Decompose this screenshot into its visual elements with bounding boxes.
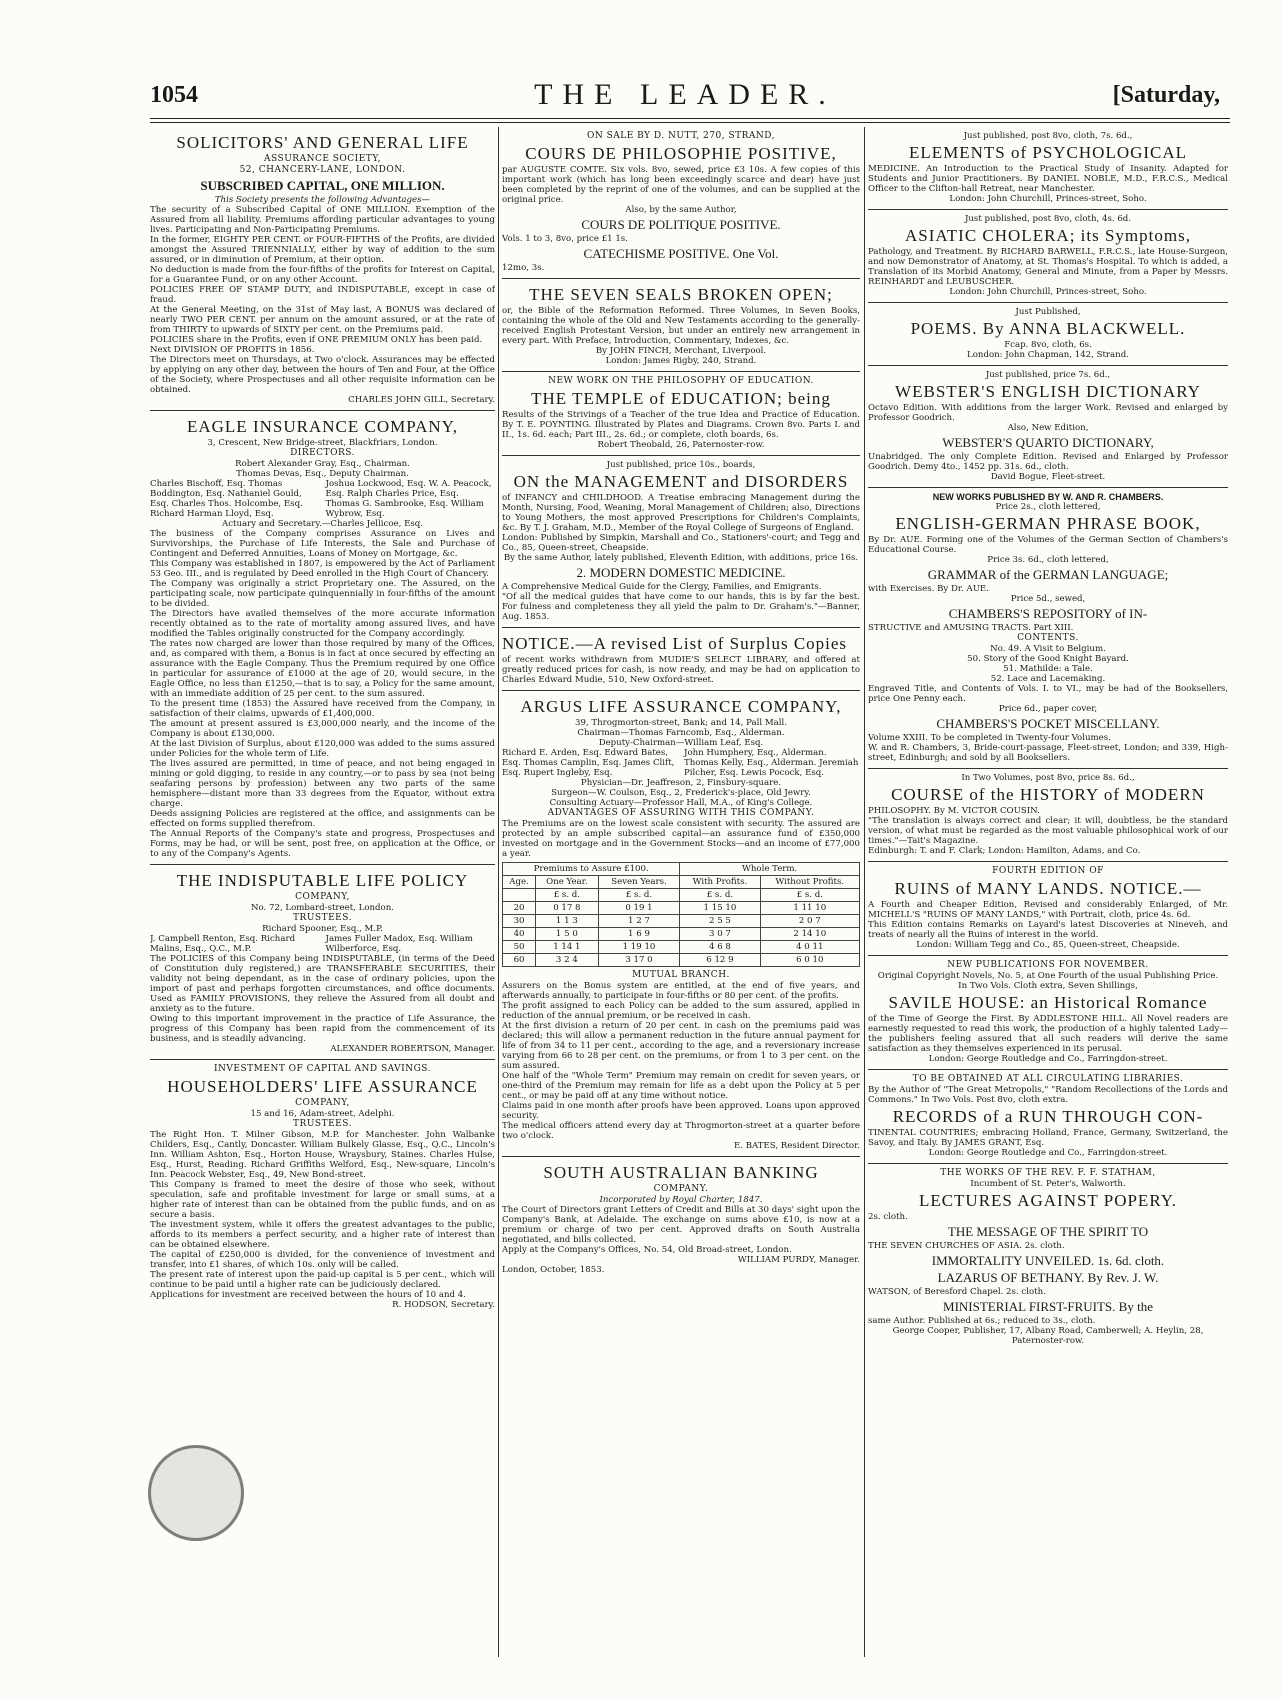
column-divider-1	[498, 127, 499, 1657]
ad-preface: Price 3s. 6d., cloth lettered,	[987, 555, 1109, 565]
ad-text: Engraved Title, and Contents of Vols. I. to VI., may be had of the Booksellers, price One Penny each.	[868, 684, 1228, 704]
table-cell: 20	[503, 902, 536, 915]
table-cell: 3 2 4	[536, 954, 599, 967]
list-item: 52. Lace and Lacemaking.	[990, 674, 1106, 684]
ad-preface: Original Copyright Novels, No. 5, at One Fourth of the usual Publishing Price.	[877, 971, 1219, 981]
ad-text: Apply at the Company's Offices, No. 54, Old Broad-street, London.	[502, 1245, 792, 1255]
ad-subtitle: COMPANY,	[295, 892, 350, 902]
ad-title-5: MINISTERIAL FIRST-FRUITS. By the	[943, 1299, 1153, 1314]
ad-publisher: London: William Tegg and Co., 85, Queen-street, Cheapside.	[916, 940, 1180, 950]
ad-publisher: London: George Routledge and Co., Farringdon-street.	[928, 1148, 1168, 1158]
page-number: 1054	[150, 82, 198, 108]
director-list	[502, 748, 860, 778]
ad-text: At the General Meeting, on the 31st of May last, A BONUS was declared of nearly TWO PER CENT. per annum on the amount assured, or at the rate of from THIRTY to upwards of SIXTY per cent. on the Premiums paid.	[150, 305, 495, 335]
ad-preface: NEW PUBLICATIONS FOR NOVEMBER.	[947, 960, 1149, 970]
table-cell: 40	[503, 928, 536, 941]
page-header	[150, 78, 1220, 118]
ad-text: Consulting Actuary—Professor Hall, M.A., of King's College.	[549, 798, 813, 808]
column-header: Seven Years.	[598, 876, 680, 889]
ad-management	[502, 456, 860, 628]
ad-argus	[502, 691, 860, 1157]
table-cell: 3 17 0	[598, 954, 680, 967]
ad-publisher: Edinburgh: T. and F. Clark; London: Hamilton, Adams, and Co.	[868, 846, 1141, 856]
table-cell: 1 6 9	[598, 928, 680, 941]
ad-cholera	[868, 210, 1228, 303]
ad-title: THE TEMPLE of EDUCATION; being	[531, 389, 831, 408]
list-item: No. 49. A Visit to Belgium.	[990, 644, 1106, 654]
ad-address: 52, CHANCERY-LANE, LONDON.	[239, 165, 406, 175]
ad-label: CONTENTS.	[1017, 633, 1079, 643]
ad-text: of INFANCY and CHILDHOOD. A Treatise embracing Management during the Month, Nursing, Food, Weaning, Moral Management of Children; also, Directions to Young Mothers, the most approved Prescriptions for Children's Complaints, &c. By T. J. Graham, M.D., Member of the Royal College of Surgeons of England.	[502, 493, 860, 533]
ad-subheading: MUTUAL BRANCH.	[632, 970, 730, 980]
ad-text: Octavo Edition. With additions from the larger Work. Revised and enlarged by Professor Goodrich.	[868, 403, 1228, 423]
ad-webster	[868, 366, 1228, 488]
ad-preface: FOURTH EDITION OF	[992, 866, 1104, 876]
ad-indisputable	[150, 865, 495, 1060]
ad-text: Fcap. 8vo, cloth, 6s.	[1004, 340, 1092, 350]
ad-text: Incorporated by Royal Charter, 1847.	[599, 1195, 763, 1205]
ad-preface: THE WORKS OF THE REV. F. F. STATHAM,	[940, 1168, 1156, 1178]
ad-title-3: IMMORTALITY UNVEILED. 1s. 6d. cloth.	[931, 1253, 1165, 1268]
ad-text: At the first division a return of 20 per cent. in cash on the premiums paid was declared; this will allow a permanent reduction in the future annual payment for life of from 34 to 11 per cent., according to the age, and a reversionary increase varying from 66 to 28 per cent. on the premiums, or from 1 to 3 per cent. on the sum assured.	[502, 1021, 860, 1071]
ad-preface: Just published, price 7s. 6d.,	[985, 370, 1111, 380]
ad-title-4: LAZARUS OF BETHANY. By Rev. J. W.	[937, 1270, 1159, 1285]
ad-text: Physician—Dr. Jeaffreson, 2, Finsbury-square.	[580, 778, 782, 788]
table-head: Whole Term.	[680, 863, 860, 876]
ad-preface: Price 5d., sewed,	[1010, 594, 1086, 604]
ad-cours	[502, 127, 860, 279]
list-item: 51. Mathilde: a Tale.	[1003, 664, 1093, 674]
table-row	[503, 915, 860, 928]
ad-text: A Fourth and Cheaper Edition, Revised and considerably Enlarged, of Mr. MICHELL'S "RUINS OF MANY LANDS," with Portrait, cloth, price 4s. 6d.	[868, 900, 1228, 920]
ad-title-2: GRAMMAR of the GERMAN LANGUAGE;	[927, 567, 1169, 582]
ad-intro: This Society presents the following Advantages—	[214, 195, 431, 205]
ad-title: WEBSTER'S ENGLISH DICTIONARY	[895, 382, 1201, 401]
ad-text: No deduction is made from the four-fifths of the profits for Interest on Capital, for a Guarantee Fund, or on any other Account.	[150, 265, 495, 285]
ad-publisher: London: Published by Simpkin, Marshall and Co., Stationers'-court; and Tegg and Co., 85, Queen-street, Cheapside.	[502, 533, 860, 553]
ad-records	[868, 1070, 1228, 1164]
ad-ruins	[868, 862, 1228, 956]
ad-title: ON the MANAGEMENT and DISORDERS	[513, 472, 849, 491]
ad-text: with Exercises. By Dr. AUE.	[868, 584, 989, 594]
ad-text: The Premiums are on the lowest scale consistent with security. The assured are protected by an ample subscribed capital—an assurance fund of £350,000 invested on mortgage and in the Government Stocks—and an income of £77,000 a year.	[502, 819, 860, 859]
ad-preface: Price 2s., cloth lettered,	[995, 502, 1101, 512]
ad-text: par AUGUSTE COMTE. Six vols. 8vo, sewed, price £3 10s. A few copies of this important work (which has long been exceedingly scarce and dear) have just been completed by the reprint of one of the volumes, and can be supplied at the original price.	[502, 165, 860, 205]
library-stamp-icon	[148, 1445, 244, 1541]
names-right: Joshua Lockwood, Esq. W. A. Peacock, Esq. Ralph Charles Price, Esq. Thomas G. Sambrooke, Esq. William Wybrow, Esq.	[325, 479, 492, 519]
column-header: With Profits.	[680, 876, 760, 889]
table-units-row	[503, 889, 860, 902]
ad-text: The capital of £250,000 is divided, for the convenience of investment and transfer, into £1 shares, of which 10s. only will be called.	[150, 1250, 495, 1270]
ad-publisher: London: James Rigby, 240, Strand.	[605, 356, 757, 366]
ad-text: The amount at present assured is £3,000,000 nearly, and the income of the Company is about £130,000.	[150, 719, 495, 739]
ad-signature: WILLIAM PURDY, Manager.	[737, 1255, 860, 1265]
ad-signature: ALEXANDER ROBERTSON, Manager.	[330, 1044, 495, 1054]
ad-quote: "Of all the medical guides that have come to our hands, this is by far the best. For fulness and completeness they all yield the palm to Dr. Graham's."—Banner, Aug. 1853.	[502, 592, 860, 622]
ad-notice	[502, 628, 860, 691]
ad-title: COURS DE PHILOSOPHIE POSITIVE,	[525, 144, 837, 163]
table-cell: 1 11 10	[760, 902, 859, 915]
ad-title: ASIATIC CHOLERA; its Symptoms,	[905, 226, 1191, 245]
ad-text: Claims paid in one month after proofs have been approved. Loans upon approved security.	[502, 1101, 860, 1121]
issue-day: [Saturday,	[1112, 82, 1220, 108]
names-right: James Fuller Madox, Esq. William Wilberforce, Esq.	[325, 934, 473, 954]
ad-text: Surgeon—W. Coulson, Esq., 2, Frederick's-place, Old Jewry.	[551, 788, 811, 798]
ad-capital: SUBSCRIBED CAPITAL, ONE MILLION.	[200, 178, 445, 193]
ad-seals	[502, 279, 860, 372]
ad-text: same Author. Published at 6s.; reduced to 3s., cloth.	[868, 1316, 1096, 1326]
ad-text: This Company is framed to meet the desire of those who seek, without speculation, safe and profitable investment for large or small sums, at a higher rate of interest than can be obtained from the public funds, and on as secure a basis.	[150, 1180, 495, 1220]
table-cell: 60	[503, 954, 536, 967]
ad-text: THE SEVEN CHURCHES OF ASIA. 2s. cloth.	[868, 1241, 1065, 1251]
ad-address: 3, Crescent, New Bridge-street, Blackfriars, London.	[207, 438, 438, 448]
ad-text: Assurers on the Bonus system are entitled, at the end of five years, and afterwards annually, to participate in four-fifths or 80 per cent. of the profits.	[502, 981, 860, 1001]
ad-subtitle: ASSURANCE SOCIETY,	[264, 154, 381, 164]
table-cell: 4 6 8	[680, 941, 760, 954]
masthead-title: THE LEADER.	[534, 78, 836, 111]
table-cell: 2 5 5	[680, 915, 760, 928]
column-middle	[502, 127, 860, 1657]
ad-title-2: 2. MODERN DOMESTIC MEDICINE.	[576, 565, 786, 580]
ad-text: Vols. 1 to 3, 8vo, price £1 1s.	[502, 234, 628, 244]
ad-text: The profit assigned to each Policy can be added to the sum assured, applied in reduction of the annual premium, or be received in cash.	[502, 1001, 860, 1021]
table-cell: 1 19 10	[598, 941, 680, 954]
ad-label: TRUSTEES.	[293, 913, 352, 923]
table-cell: 1 5 0	[536, 928, 599, 941]
ad-preface: Just published, post 8vo, cloth, 4s. 6d.	[964, 214, 1132, 224]
ad-title: ENGLISH-GERMAN PHRASE BOOK,	[895, 514, 1201, 533]
ad-text: In the former, EIGHTY PER CENT. or FOUR-FIFTHS of the Profits, are divided amongst the Assured TRIENNIALLY, either by way of addition to the sum assured, or in diminution of Premium, at their option.	[150, 235, 495, 265]
table-column-row	[503, 876, 860, 889]
ad-text: The Directors meet on Thursdays, at Two o'clock. Assurances may be effected by applying on any other day, between the hours of Ten and Four, at the Office of the Society, where Prospectuses and all other requisite information can be obtained.	[150, 355, 495, 395]
column-right	[868, 127, 1228, 1657]
ad-publisher: London: John Chapman, 142, Strand.	[967, 350, 1129, 360]
ad-text: POLICIES share in the Profits, even if ONE PREMIUM ONLY has been paid.	[150, 335, 483, 345]
ad-label: TRUSTEES.	[293, 1119, 352, 1129]
names-left: Charles Bischoff, Esq. Thomas Boddington, Esq. Nathaniel Gould, Esq. Charles Thos. Holcombe, Esq. Richard Harman Lloyd, Esq.	[150, 479, 303, 519]
ad-title: SOUTH AUSTRALIAN BANKING	[543, 1163, 819, 1182]
ad-text: By the same Author, lately published, Eleventh Edition, with additions, price 16s.	[503, 553, 859, 563]
ad-text: To the present time (1853) the Assured have received from the Company, in satisfaction of their claims, upwards of £1,400,000.	[150, 699, 495, 719]
ad-eagle	[150, 411, 495, 865]
ad-text: TINENTAL COUNTRIES; embracing Holland, France, Germany, Switzerland, the Savoy, and Italy. By JAMES GRANT, Esq.	[868, 1128, 1228, 1148]
ad-subtitle: COMPANY.	[653, 1184, 709, 1194]
table-cell: 1 15 10	[680, 902, 760, 915]
table-cell: £ s. d.	[536, 889, 599, 902]
ad-title: LECTURES AGAINST POPERY.	[918, 1191, 1178, 1210]
ad-address: 39, Throgmorton-street, Bank; and 14, Pall Mall.	[574, 718, 787, 728]
table-cell: 1 2 7	[598, 915, 680, 928]
ad-text: This Edition contains Remarks on Layard's latest Discoveries at Nineveh, and treats of nearly all the Ruins of interest in the world.	[868, 920, 1228, 940]
ad-text: Pathology, and Treatment. By RICHARD BARWELL, F.R.C.S., late House-Surgeon, and now Demonstrator of Anatomy, at St. Thomas's Hospital. To which is added, a Translation of its Morbid Anatomy, General and Minute, from a Paper by Messrs. REINHARDT and LEUBUSCHER.	[868, 247, 1228, 287]
ad-title: SAVILE HOUSE: an Historical Romance	[888, 993, 1208, 1012]
table-cell: 0 19 1	[598, 902, 680, 915]
ad-text: or, the Bible of the Reformation Reformed. Three Volumes, in Seven Books, containing the whole of the Old and New Testaments according to the generally-received English Protestant Version, but under an entirely new arrangement in every part. With Preface, Introduction, Commentary, Indexes, &c.	[502, 306, 860, 346]
table-cell: 2 0 7	[760, 915, 859, 928]
ad-text: Also, by the same Author,	[625, 205, 737, 215]
ad-text: Volume XXIII. To be completed in Twenty-four Volumes.	[868, 733, 1111, 743]
ad-title: ELEMENTS of PSYCHOLOGICAL	[908, 143, 1188, 162]
table-cell: 2 14 10	[760, 928, 859, 941]
ad-publisher: George Cooper, Publisher, 17, Albany Road, Camberwell; A. Heylin, 28, Paternoster-row.	[892, 1326, 1204, 1346]
ad-title-2: WEBSTER'S QUARTO DICTIONARY,	[942, 435, 1154, 450]
ad-text: Richard Spooner, Esq., M.P.	[262, 924, 383, 934]
ad-text: One half of the "Whole Term" Premium may remain on credit for seven years, or one-third of the Premium may remain for life as a debt upon the Policy at 5 per cent., or may be paid off at any time without notice.	[502, 1071, 860, 1101]
ad-publisher: London: John Churchill, Princes-street, Soho.	[949, 194, 1147, 204]
ad-title: SOLICITORS' AND GENERAL LIFE	[176, 133, 469, 152]
ad-text: By Dr. AUE. Forming one of the Volumes of the German Section of Chambers's Educational Course.	[868, 535, 1228, 555]
ad-text: Results of the Strivings of a Teacher of the true Idea and Practice of Education. By T. E. POYNTING. Illustrated by Plates and Diagrams. Crown 8vo. Parts I. and II., 1s. 6d. each; Part III., 2s. 6d.; or complete, cloth boards, 6s.	[502, 410, 860, 440]
ad-title: NOTICE.—A revised List of Surplus Copies	[502, 634, 848, 653]
ad-text: Deeds assigning Policies are registered at the office, and assignments can be effected on forms supplied therefrom.	[150, 809, 495, 829]
ad-title: THE SEVEN SEALS BROKEN OPEN;	[529, 285, 833, 304]
ad-text: of the Time of George the First. By ADDLESTONE HILL. All Novel readers are earnestly requested to read this work, the production of a highly talented Lady—the publishers feeling assured that all such readers will derive the same satisfaction as they themselves experienced in its perusal.	[868, 1014, 1228, 1054]
ad-text: PHILOSOPHY. By M. VICTOR COUSIN.	[868, 806, 1040, 816]
table-row	[503, 941, 860, 954]
ad-preface: Price 6d., paper cover,	[998, 704, 1098, 714]
header-rule	[150, 118, 1230, 119]
ad-signature: E. BATES, Resident Director.	[733, 1141, 860, 1151]
ad-publisher: Robert Theobald, 26, Paternoster-row.	[597, 440, 765, 450]
ad-publisher: London: George Routledge and Co., Farringdon-street.	[928, 1054, 1168, 1064]
ad-preface: Incumbent of St. Peter's, Walworth.	[970, 1179, 1126, 1189]
ad-text: Owing to this important improvement in the practice of Life Assurance, the progress of this Company has been rapid from the commencement of its business, and is steadily advancing.	[150, 1014, 495, 1044]
ad-temple	[502, 372, 860, 456]
ad-heading: NEW WORKS PUBLISHED BY W. AND R. CHAMBERS.	[932, 492, 1164, 502]
ad-text: The medical officers attend every day at Throgmorton-street at a quarter before two o'clock.	[502, 1121, 860, 1141]
ad-householders	[150, 1060, 495, 1315]
ad-publisher: David Bogue, Fleet-street.	[990, 472, 1106, 482]
column-header: Age.	[503, 876, 536, 889]
ad-title: THE INDISPUTABLE LIFE POLICY	[176, 871, 469, 890]
ad-preface: In Two Vols. Cloth extra, Seven Shillings,	[958, 981, 1138, 991]
ad-text: The security of a Subscribed Capital of ONE MILLION. Exemption of the Assured from all liability. Premiums affording particular advantages to young lives. Participating and Non-Participating Premiums.	[150, 205, 495, 235]
ad-title-2: THE MESSAGE OF THE SPIRIT TO	[947, 1224, 1149, 1239]
ad-south-australian	[502, 1157, 860, 1280]
ad-address: 15 and 16, Adam-street, Adelphi.	[250, 1109, 395, 1119]
ad-chambers	[868, 488, 1228, 769]
table-cell: £ s. d.	[680, 889, 760, 902]
column-header: One Year.	[536, 876, 599, 889]
column-left	[150, 127, 495, 1657]
ad-text: By JOHN FINCH, Merchant, Liverpool.	[595, 346, 767, 356]
ad-text: At the last Division of Surplus, about £120,000 was added to the sums assured under Policies for the whole term of Life.	[150, 739, 495, 759]
ad-preface: INVESTMENT OF CAPITAL AND SAVINGS.	[213, 1064, 431, 1074]
ad-text: Chairman—Thomas Farncomb, Esq., Alderman.	[577, 728, 785, 738]
column-header: Without Profits.	[760, 876, 859, 889]
ad-text: Actuary and Secretary.—Charles Jellicoe, Esq.	[222, 519, 423, 529]
column-divider-2	[864, 127, 865, 1657]
names-left: J. Campbell Renton, Esq. Richard Malins, Esq., Q.C., M.P.	[150, 934, 296, 954]
ad-title: RECORDS of a RUN THROUGH CON-	[892, 1107, 1204, 1126]
ad-statham	[868, 1164, 1228, 1351]
ad-title: RUINS of MANY LANDS. NOTICE.—	[894, 879, 1202, 898]
names-left: Richard E. Arden, Esq. Edward Bates, Esq. Thomas Camplin, Esq. James Clift, Esq. Rupert Ingleby, Esq.	[502, 748, 675, 778]
ad-signature: R. HODSON, Secretary.	[392, 1300, 495, 1310]
ad-solicitors	[150, 127, 495, 411]
ad-preface: Just published, price 10s., boards,	[606, 460, 756, 470]
table-cell: 3 0 7	[680, 928, 760, 941]
ad-publisher: W. and R. Chambers, 3, Bride-court-passage, Fleet-street, London; and 339, High-street, Edinburgh; and sold by all Booksellers.	[868, 743, 1228, 763]
ad-text: MEDICINE. An Introduction to the Practical Study of Insanity. Adapted for Students and Junior Practitioners. By DANIEL NOBLE, M.D., F.R.C.S., Medical Officer to the Clifton-hall Retreat, near Manchester.	[868, 164, 1228, 194]
ad-text: The Court of Directors grant Letters of Credit and Bills at 30 days' sight upon the Company's Bank, at Adelaide. The exchange on sums above £10, is now at a premium or charge of two per cent. Approved drafts on South Australia negotiated, and bills collected.	[502, 1205, 860, 1245]
table-cell: 30	[503, 915, 536, 928]
table-cell	[503, 889, 536, 902]
table-row	[503, 902, 860, 915]
table-head: Premiums to Assure £100.	[503, 863, 680, 876]
ad-text: The investment system, while it offers the greatest advantages to the public, affords to its members a perfect security, and a higher rate of interest than can be obtained elsewhere.	[150, 1220, 495, 1250]
ad-preface: In Two Volumes, post 8vo, price 8s. 6d.,	[961, 773, 1135, 783]
ad-text: 2s. cloth.	[868, 1212, 908, 1222]
ad-text: The Annual Reports of the Company's state and progress, Prospectuses and Forms, may be had, or will be sent, post free, on application at the Office, or to any of the Company's Agents.	[150, 829, 495, 859]
ad-cousin	[868, 769, 1228, 862]
ad-text: The present rate of interest upon the paid-up capital is 5 per cent., which will continue to be paid until a higher rate can be judiciously declared.	[150, 1270, 495, 1290]
ad-text: Applications for investment are received between the hours of 10 and 4.	[150, 1290, 466, 1300]
ad-address: No. 72, Lombard-street, London.	[251, 903, 394, 913]
table-cell: 50	[503, 941, 536, 954]
ad-text: This Company was established in 1807, is empowered by the Act of Parliament 53 Geo. III., and is regulated by Deed enrolled in the High Court of Chancery.	[150, 559, 495, 579]
ad-text: The Directors have availed themselves of the more accurate information recently obtained as to the rate of mortality among assured lives, and have modified the Tables originally constructed for the Company accordingly.	[150, 609, 495, 639]
table-cell: £ s. d.	[598, 889, 680, 902]
ad-text: STRUCTIVE and AMUSING TRACTS. Part XIII.	[868, 623, 1074, 633]
ad-text: The business of the Company comprises Assurance on Lives and Survivorships, the Purchase of Life Interests, the Sale and Purchase of Contingent and Deferred Annuities, Loans of Money on Mortgage, &c.	[150, 529, 495, 559]
ad-poems	[868, 303, 1228, 366]
ad-text: The lives assured are permitted, in time of peace, and not being engaged in mining or gold digging, to reside in any country,—or to pass by sea (not being seafaring persons by profession) between any two parts of the same hemisphere—distant more than 33 degrees from the Equator, without extra charge.	[150, 759, 495, 809]
ad-text: The rates now charged are lower than those required by many of the Offices, and, as compared with them, a Bonus is in fact at once secured by effecting an assurance with the Eagle Company. Thus the Premium required by one Office in particular for assurance of £1000 at the age of 20, would secure, in the Eagle Office, no less than £1250,—that is to say, a Policy for the same amount, with an immediate addition of 25 per cent. to the sum assured.	[150, 639, 495, 699]
ad-preface: By the Author of "The Great Metropolis," "Random Recollections of the Lords and Commons." In Two Vols. Post 8vo, cloth extra.	[868, 1085, 1228, 1105]
ad-title: ARGUS LIFE ASSURANCE COMPANY,	[520, 697, 842, 716]
ad-preface: Just published, post 8vo, cloth, 7s. 6d.,	[963, 131, 1133, 141]
ad-text: POLICIES FREE OF STAMP DUTY, and INDISPUTABLE, except in case of fraud.	[150, 285, 495, 305]
ad-text: The Company was originally a strict Proprietary one. The Assured, on the participating scale, now participate quinquennially in four-fifths of the amount to be divided.	[150, 579, 495, 609]
ad-quote: "The translation is always correct and clear; it will, doubtless, be the standard version, of what must be regarded as the most valuable philosophical work of our times."—Tait's Magazine.	[868, 816, 1228, 846]
ad-text: A Comprehensive Medical Guide for the Clergy, Families, and Emigrants.	[502, 582, 822, 592]
table-cell: 4 0 11	[760, 941, 859, 954]
ad-text: Deputy-Chairman—William Leaf, Esq.	[598, 738, 764, 748]
ad-elements	[868, 127, 1228, 210]
premium-table	[502, 862, 860, 967]
ad-text: of recent works withdrawn from MUDIE'S SELECT LIBRARY, and offered at greatly reduced prices for cash, is now ready, and may be had on application to Charles Edward Mudie, 510, New Oxford-street.	[502, 655, 860, 685]
table-cell: 6 0 10	[760, 954, 859, 967]
table-cell: £ s. d.	[760, 889, 859, 902]
ad-title-2: COURS DE POLITIQUE POSITIVE.	[581, 217, 781, 232]
ad-text: Thomas Devas, Esq., Deputy Chairman.	[236, 469, 409, 479]
table-cell: 0 17 8	[536, 902, 599, 915]
ad-title: POEMS. By ANNA BLACKWELL.	[910, 319, 1186, 338]
ad-subtitle: COMPANY,	[295, 1098, 350, 1108]
list-item: 50. Story of the Good Knight Bayard.	[967, 654, 1129, 664]
ad-text: The Right Hon. T. Milner Gibson, M.P. for Manchester. John Walbanke Childers, Esq., Cantly, Doncaster. William Bulkely Glasse, Esq., Q.C., Lincoln's Inn. William Ashton, Esq., Horton House, Wraysbury, Staines. Charles Hulse, Esq., Hurst, Reading. Richard Griffiths Welford, Esq., New-square, Lincoln's Inn. Peacock Webster, Esq., 49, New Bond-street.	[150, 1130, 495, 1180]
ad-subheading: ADVANTAGES OF ASSURING WITH THIS COMPANY.	[547, 808, 815, 818]
ad-title: EAGLE INSURANCE COMPANY,	[186, 417, 458, 436]
table-row	[503, 928, 860, 941]
ad-text: 12mo, 3s.	[502, 263, 545, 273]
ad-title-3: CATECHISME POSITIVE. One Vol.	[583, 246, 779, 261]
ad-preface: Just Published,	[1015, 307, 1081, 317]
ad-text: WATSON, of Beresford Chapel. 2s. cloth.	[868, 1287, 1046, 1297]
names-right: John Humphery, Esq., Alderman. Thomas Kelly, Esq., Alderman. Jeremiah Pilcher, Esq. Lewis Pocock, Esq.	[684, 748, 859, 778]
ad-signature: CHARLES JOHN GILL, Secretary.	[348, 395, 495, 405]
ad-text: Next DIVISION OF PROFITS in 1856.	[150, 345, 315, 355]
director-list	[150, 479, 495, 519]
ad-title: COURSE of the HISTORY of MODERN	[891, 785, 1205, 804]
ad-date: London, October, 1853.	[502, 1265, 605, 1275]
ad-savile	[868, 956, 1228, 1070]
header-rule-2	[150, 122, 1230, 123]
ad-preface: ON SALE BY D. NUTT, 270, STRAND,	[586, 131, 776, 141]
table-header-row	[503, 863, 860, 876]
table-row	[503, 954, 860, 967]
ad-preface: TO BE OBTAINED AT ALL CIRCULATING LIBRARIES.	[912, 1074, 1184, 1084]
trustee-list	[150, 934, 495, 954]
table-cell: 1 14 1	[536, 941, 599, 954]
ad-label: DIRECTORS.	[290, 448, 355, 458]
ad-text: The POLICIES of this Company being INDISPUTABLE, (in terms of the Deed of Constitution duly registered,) are TRANSFERABLE SECURITIES, their validity not being dependant, as in the case of ordinary policies, upon the import of past and perhaps forgotten circumstances, and office documents. Used as FAMILY PROVISIONS, they relieve the Assured from all doubt and anxiety as to the future.	[150, 954, 495, 1014]
ad-publisher: London: John Churchill, Princes-street, Soho.	[949, 287, 1147, 297]
ad-title: HOUSEHOLDERS' LIFE ASSURANCE	[167, 1077, 478, 1096]
table-cell: 6 12 9	[680, 954, 760, 967]
ad-text: Unabridged. The only Complete Edition. Revised and Enlarged by Professor Goodrich. Demy 4to., 1452 pp. 31s. 6d., cloth.	[868, 452, 1228, 472]
ad-preface: NEW WORK ON THE PHILOSOPHY OF EDUCATION.	[548, 376, 814, 386]
table-cell: 1 1 3	[536, 915, 599, 928]
ad-text: Also, New Edition,	[1007, 423, 1089, 433]
ad-title-4: CHAMBERS'S POCKET MISCELLANY.	[936, 716, 1160, 731]
ad-title-3: CHAMBERS'S REPOSITORY of IN-	[948, 606, 1148, 621]
ad-text: Robert Alexander Gray, Esq., Chairman.	[235, 459, 410, 469]
